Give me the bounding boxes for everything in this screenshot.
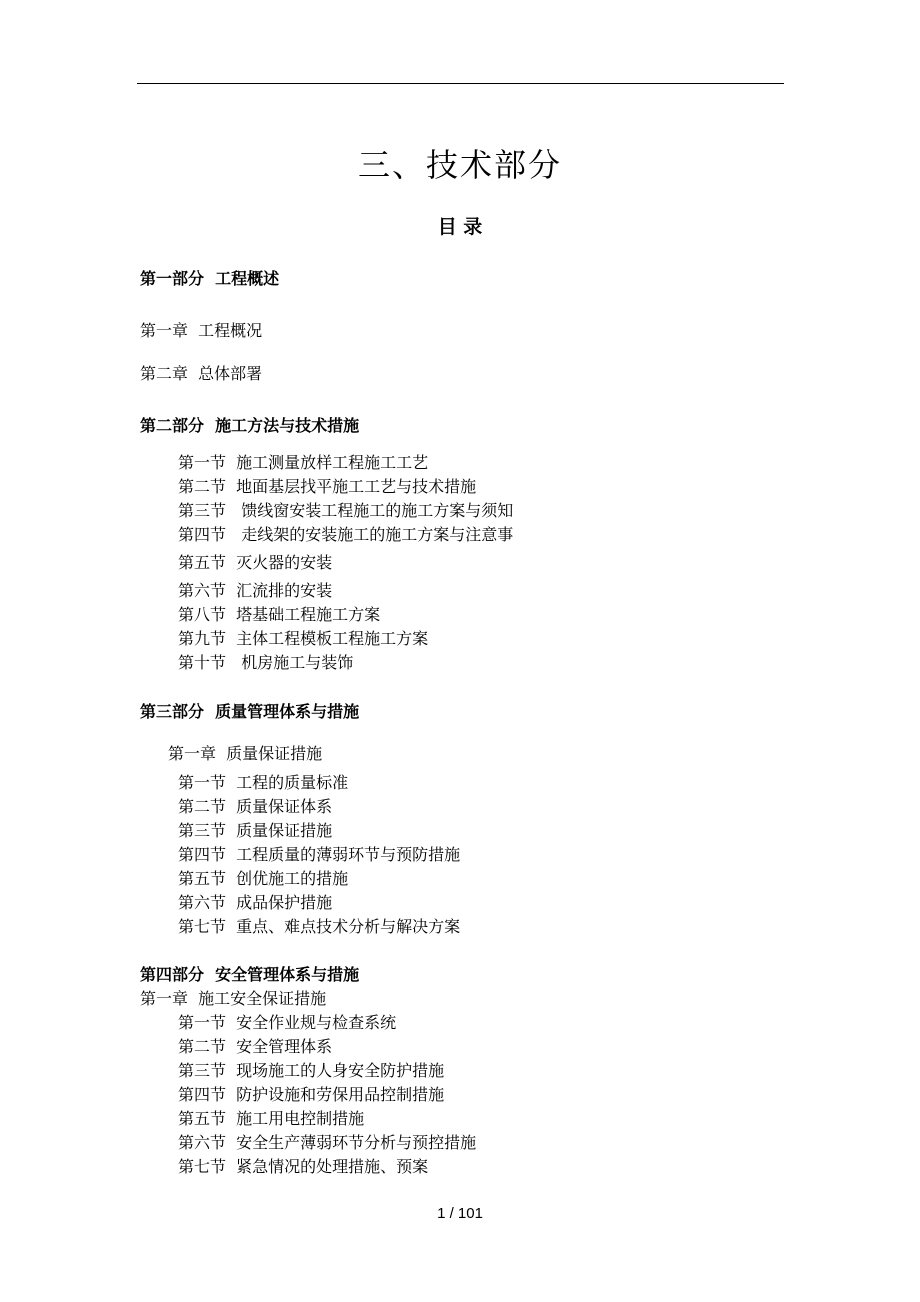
toc-section[interactable]: 第一节 安全作业规与检查系统 bbox=[178, 1013, 397, 1032]
toc-section[interactable]: 第四节 走线架的安装施工的施工方案与注意事 bbox=[178, 525, 514, 544]
toc-section[interactable]: 第六节 安全生产薄弱环节分析与预控措施 bbox=[178, 1133, 477, 1152]
toc-section[interactable]: 第六节 汇流排的安装 bbox=[178, 581, 333, 600]
toc-section[interactable]: 第九节 主体工程模板工程施工方案 bbox=[178, 629, 429, 648]
toc-section[interactable]: 第一节 工程的质量标准 bbox=[178, 773, 349, 792]
toc-section[interactable]: 第十节 机房施工与装饰 bbox=[178, 653, 354, 672]
toc-part-1[interactable]: 第一部分 工程概述 bbox=[140, 269, 280, 288]
toc-heading: 目 录 bbox=[437, 216, 483, 238]
toc-part-3[interactable]: 第三部分 质量管理体系与措施 bbox=[140, 702, 360, 721]
toc-section[interactable]: 第三节 馈线窗安装工程施工的施工方案与须知 bbox=[178, 501, 514, 520]
toc-section[interactable]: 第八节 塔基础工程施工方案 bbox=[178, 605, 381, 624]
toc-section[interactable]: 第二节 地面基层找平施工工艺与技术措施 bbox=[178, 477, 477, 496]
toc-chapter-1-2[interactable]: 第二章 总体部署 bbox=[140, 364, 263, 383]
document-title: 三、技术部分 bbox=[357, 146, 562, 184]
toc-section[interactable]: 第五节 灭火器的安装 bbox=[178, 553, 333, 572]
toc-section[interactable]: 第二节 安全管理体系 bbox=[178, 1037, 333, 1056]
header-rule bbox=[137, 83, 784, 84]
toc-section[interactable]: 第一节 施工测量放样工程施工工艺 bbox=[178, 453, 429, 472]
toc-chapter-1-1[interactable]: 第一章 工程概况 bbox=[140, 321, 263, 340]
toc-section[interactable]: 第二节 质量保证体系 bbox=[178, 797, 333, 816]
toc-section[interactable]: 第三节 质量保证措施 bbox=[178, 821, 333, 840]
toc-chapter-3-1[interactable]: 第一章 质量保证措施 bbox=[168, 744, 323, 763]
page-indicator: 1 / 101 bbox=[437, 1205, 483, 1222]
toc-section[interactable]: 第四节 工程质量的薄弱环节与预防措施 bbox=[178, 845, 461, 864]
toc-section[interactable]: 第四节 防护设施和劳保用品控制措施 bbox=[178, 1085, 445, 1104]
toc-section[interactable]: 第三节 现场施工的人身安全防护措施 bbox=[178, 1061, 445, 1080]
toc-section[interactable]: 第五节 施工用电控制措施 bbox=[178, 1109, 365, 1128]
toc-part-4[interactable]: 第四部分 安全管理体系与措施 bbox=[140, 965, 360, 984]
toc-part-2[interactable]: 第二部分 施工方法与技术措施 bbox=[140, 416, 360, 435]
toc-section[interactable]: 第五节 创优施工的措施 bbox=[178, 869, 349, 888]
toc-section[interactable]: 第七节 紧急情况的处理措施、预案 bbox=[178, 1157, 429, 1176]
toc-section[interactable]: 第七节 重点、难点技术分析与解决方案 bbox=[178, 917, 461, 936]
toc-chapter-4-1[interactable]: 第一章 施工安全保证措施 bbox=[140, 989, 327, 1008]
toc-section[interactable]: 第六节 成品保护措施 bbox=[178, 893, 333, 912]
